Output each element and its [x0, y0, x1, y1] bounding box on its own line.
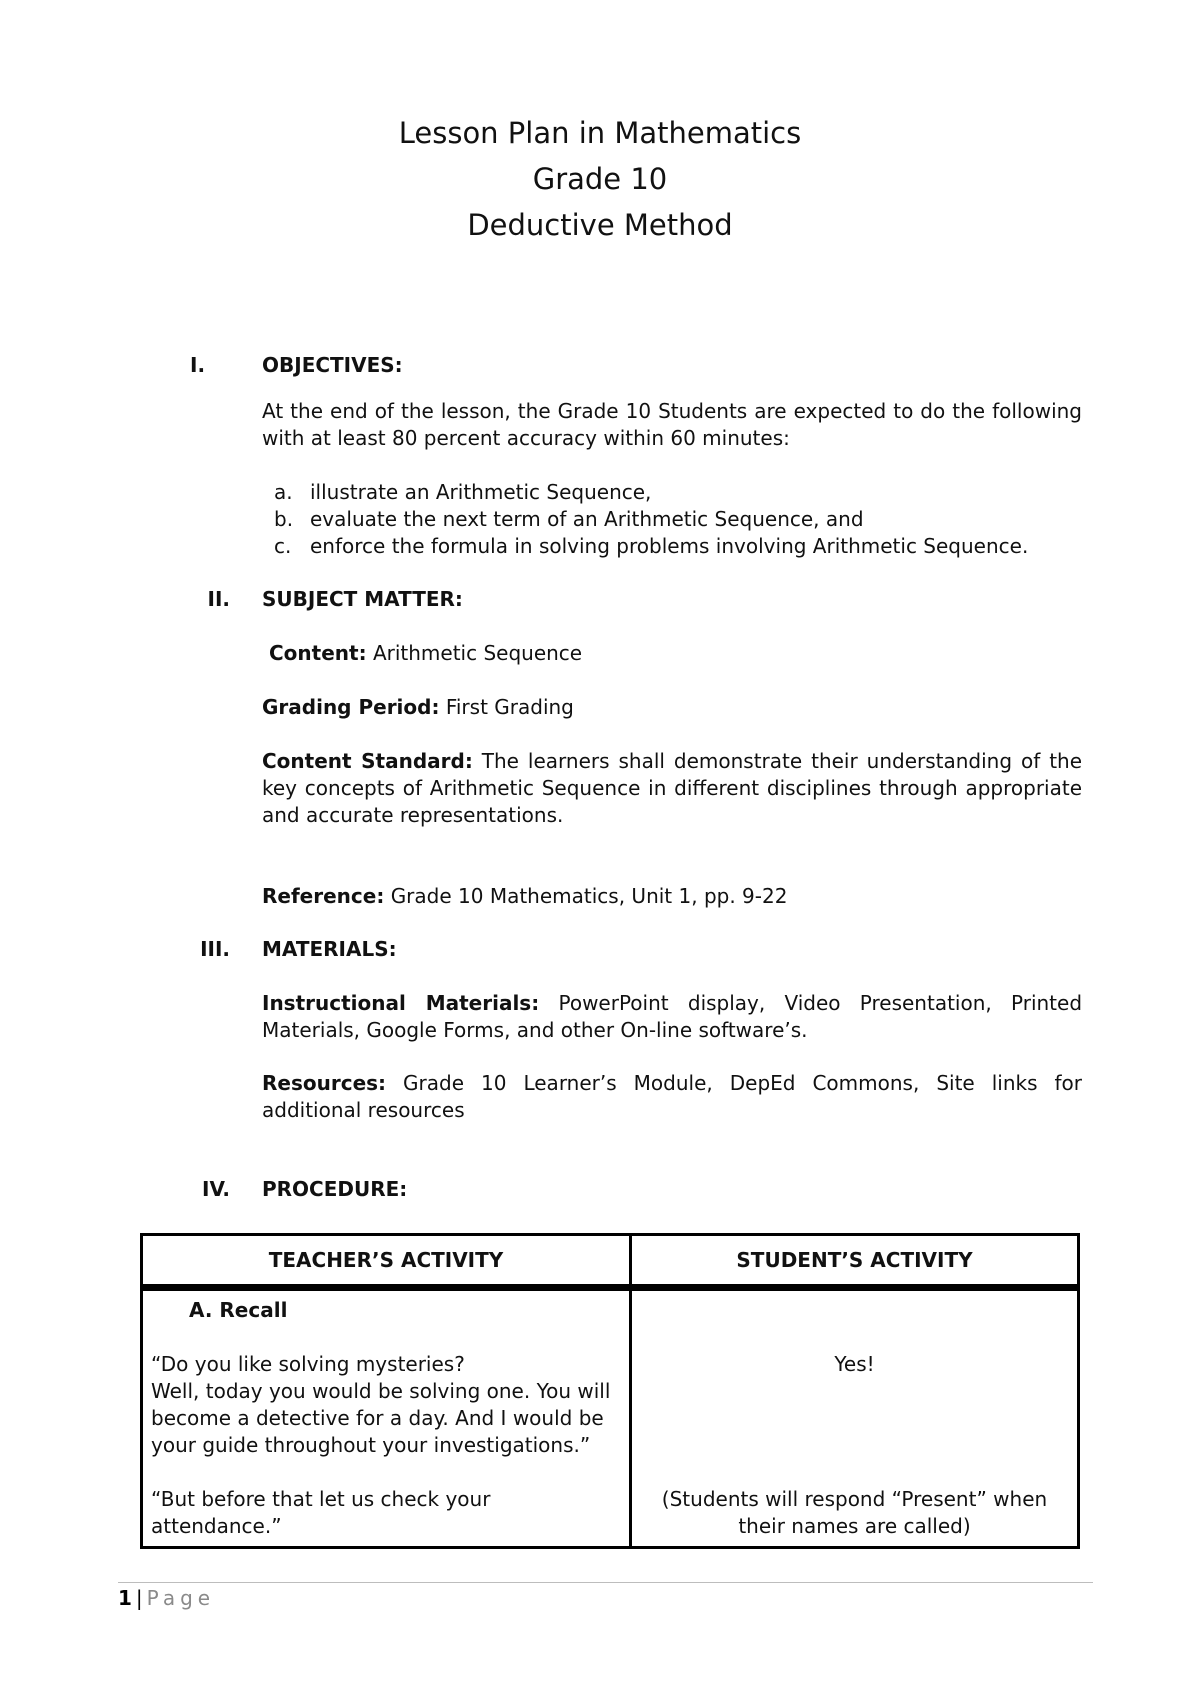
- resources-field: Resources: Grade 10 Learner’s Module, DepEd Commons, Site links for additional resources: [262, 1071, 1082, 1122]
- title-line-2: Grade 10: [532, 162, 668, 196]
- materials-number: III.: [200, 937, 230, 961]
- materials-title: MATERIALS:: [262, 937, 397, 961]
- footer-divider: [118, 1582, 1093, 1583]
- subject-matter-number: II.: [207, 587, 230, 611]
- student-answer-1: Yes!: [834, 1352, 875, 1376]
- list-item: b. evaluate the next term of an Arithmetic Sequence, and: [274, 507, 864, 531]
- teacher-question-3: “But before that let us check your attendance.”: [151, 1487, 491, 1538]
- instructional-materials-field: Instructional Materials: PowerPoint display, Video Presentation, Printed Materials, Google Forms, and other On-line software’s.: [262, 991, 1083, 1042]
- title-line-3: Deductive Method: [467, 208, 733, 242]
- list-item: c. enforce the formula in solving problems involving Arithmetic Sequence.: [274, 534, 1029, 558]
- teacher-activity-header: TEACHER’S ACTIVITY: [142, 1235, 631, 1288]
- procedure-title: PROCEDURE:: [262, 1177, 408, 1201]
- title-line-1: Lesson Plan in Mathematics: [398, 116, 802, 150]
- document-title: [0, 110, 1200, 248]
- procedure-table: [140, 1233, 1080, 1549]
- table-header-row: [142, 1235, 1079, 1288]
- materials-heading: [190, 937, 397, 961]
- objectives-intro: At the end of the lesson, the Grade 10 Students are expected to do the following with at least 80 percent accuracy within 60 minutes:: [262, 399, 1082, 450]
- list-item: a. illustrate an Arithmetic Sequence,: [274, 480, 652, 504]
- objectives-number: I.: [190, 353, 206, 377]
- recall-label: A. Recall: [189, 1298, 288, 1322]
- objectives-heading: [190, 353, 403, 377]
- content-standard-field: Content Standard: The learners shall demonstrate their understanding of the key concepts of Arithmetic Sequence in different disciplines through appropriate and accurate representations.: [262, 749, 1083, 827]
- page-number: 1: [118, 1586, 132, 1610]
- teacher-question-2: Well, today you would be solving one. You will become a detective for a day. And I would be your guide throughout your investigations.”: [151, 1379, 611, 1457]
- page-footer: [118, 1586, 215, 1610]
- subject-matter-title: SUBJECT MATTER:: [262, 587, 463, 611]
- subject-matter-heading: [190, 587, 463, 611]
- objectives-list: [262, 479, 1102, 560]
- procedure-number: IV.: [202, 1177, 230, 1201]
- student-answer-2: (Students will respond “Present” when their names are called): [661, 1487, 1048, 1538]
- objectives-title: OBJECTIVES:: [262, 353, 403, 377]
- teacher-activity-cell: [142, 1288, 631, 1548]
- grading-period-field: Grading Period: First Grading: [262, 695, 574, 719]
- table-row: [142, 1288, 1079, 1548]
- student-activity-cell: [631, 1288, 1079, 1548]
- footer-separator: |: [135, 1586, 143, 1610]
- page-word: Page: [146, 1586, 216, 1610]
- reference-field: Reference: Grade 10 Mathematics, Unit 1, pp. 9-22: [262, 884, 788, 908]
- student-activity-header: STUDENT’S ACTIVITY: [631, 1235, 1079, 1288]
- procedure-heading: [190, 1177, 407, 1201]
- content-field: Content: Arithmetic Sequence: [269, 641, 583, 665]
- teacher-question-1: “Do you like solving mysteries?: [151, 1352, 465, 1376]
